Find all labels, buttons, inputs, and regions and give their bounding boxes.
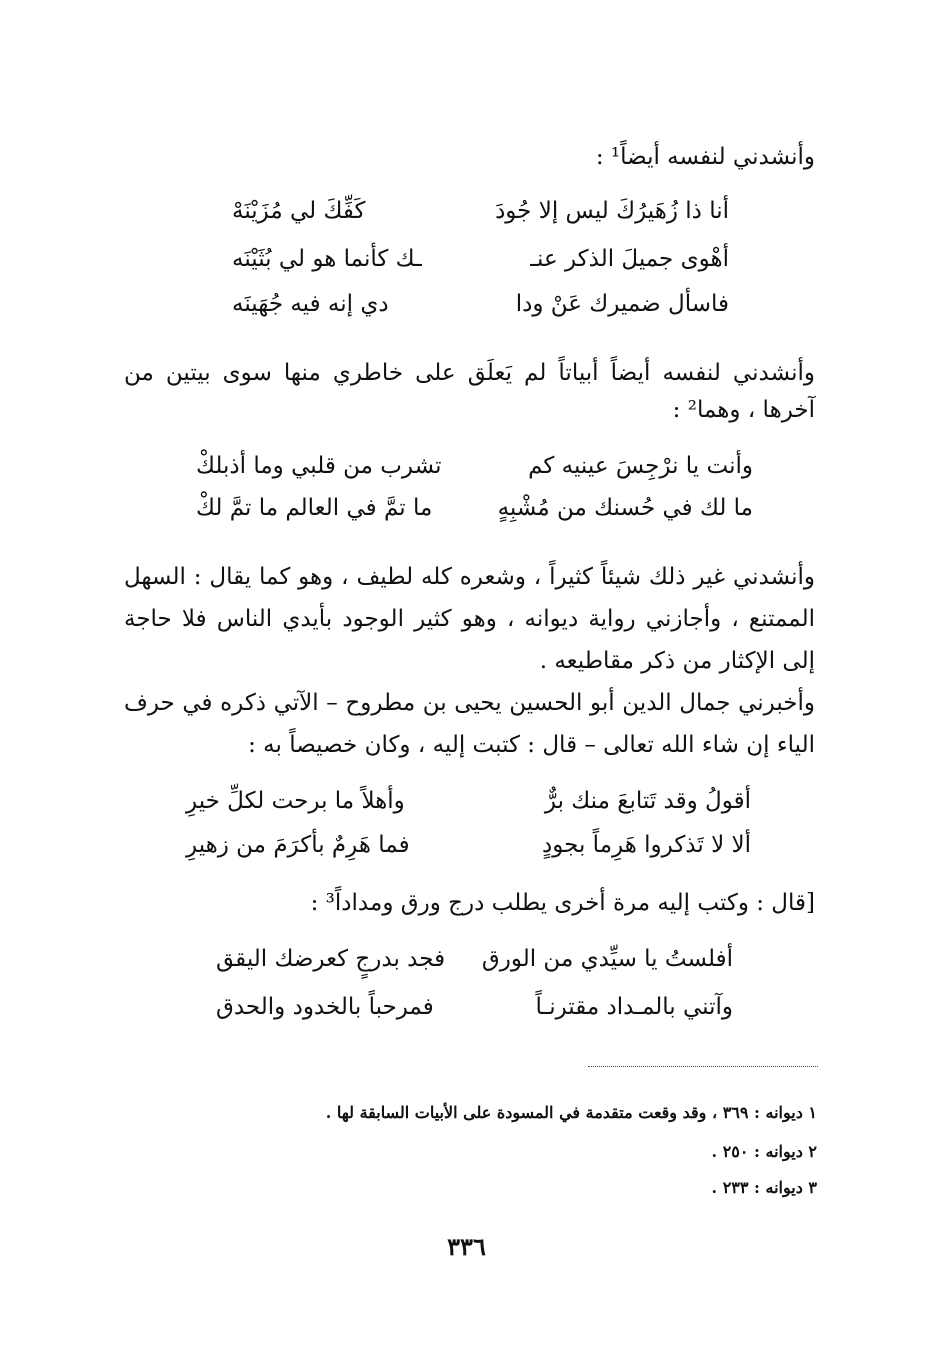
footnote: ٢ ديوانه : ٢٥٠ . xyxy=(711,1142,817,1161)
verse-first-hemistich: وآتني بالمـداد مقترنـاً xyxy=(535,994,733,1020)
footnote: ٣ ديوانه : ٢٣٣ . xyxy=(711,1178,817,1197)
verse-first-hemistich: وأنت يا نرْجِسَ عينيه كم xyxy=(528,453,753,479)
prose-line: الممتنع ، وأجازني رواية ديوانه ، وهو كثير الوجود بأيدي الناس فلا حاجة xyxy=(124,606,815,632)
verse-first-hemistich: أقولُ وقد تَتابعَ منك برٌّ xyxy=(544,788,751,814)
prose-line: [قال : وكتب إليه مرة أخرى يطلب درج ورق ومداداً³ : xyxy=(310,890,815,916)
verse-first-hemistich: ألا لا تَذكروا هَرِماً بجودٍ xyxy=(542,832,751,858)
verse-second-hemistich: دي إنه فيه جُهَينَه xyxy=(232,291,389,317)
verse-second-hemistich: فجد بدرجٍ كعرضك اليقق xyxy=(216,946,446,972)
footnote-divider xyxy=(588,1066,818,1067)
page-number: ٣٣٦ xyxy=(447,1232,486,1261)
prose-line: وأنشدني لنفسه أيضاً¹ : xyxy=(595,144,815,170)
prose-line: آخرها ، وهما² : xyxy=(672,397,815,423)
verse-second-hemistich: كَفِّكَ لي مُزَيْنَهْ xyxy=(232,198,366,224)
verse-first-hemistich: أهْوى جميلَ الذكر عنـ xyxy=(530,246,729,272)
verse-second-hemistich: ما تمَّ في العالم ما تمَّ لكْ xyxy=(196,495,433,521)
footnote: ١ ديوانه : ٣٦٩ ، وقد وقعت متقدمة في المسودة على الأبيات السابقة لها . xyxy=(325,1103,817,1122)
prose-line: وأنشدني لنفسه أيضاً أبياتاً لم يَعلَق على خاطري منها سوى بيتين من xyxy=(124,360,815,386)
verse-first-hemistich: أنا ذا زُهَيرُكَ ليس إلا جُودَ xyxy=(495,198,729,224)
prose-line: الياء إن شاء الله تعالى – قال : كتبت إليه ، وكان خصيصاً به : xyxy=(248,732,815,758)
verse-second-hemistich: تشرب من قلبي وما أذبلكْ xyxy=(196,453,442,479)
verse-first-hemistich: فاسأل ضميرك عَنْ ودا xyxy=(515,291,729,317)
verse-second-hemistich: ـك كأنما هو لي بُثَيْنَه xyxy=(232,246,422,272)
prose-line: إلى الإكثار من ذكر مقاطيعه . xyxy=(539,648,815,674)
verse-first-hemistich: ما لك في حُسنك من مُشْبِهٍ xyxy=(497,495,753,521)
verse-second-hemistich: فما هَرِمٌ بأكرَمَ من زهيرِ xyxy=(186,832,410,858)
prose-line: وأخبرني جمال الدين أبو الحسين يحيى بن مطروح – الآتي ذكره في حرف xyxy=(124,690,815,716)
verse-second-hemistich: فمرحباً بالخدود والحدق xyxy=(216,994,434,1020)
verse-second-hemistich: وأهلاً ما برحت لكلِّ خيرِ xyxy=(186,788,405,814)
verse-first-hemistich: أفلستُ يا سيِّدي من الورق xyxy=(481,946,733,972)
prose-line: وأنشدني غير ذلك شيئاً كثيراً ، وشعره كله لطيف ، وهو كما يقال : السهل xyxy=(124,564,815,590)
